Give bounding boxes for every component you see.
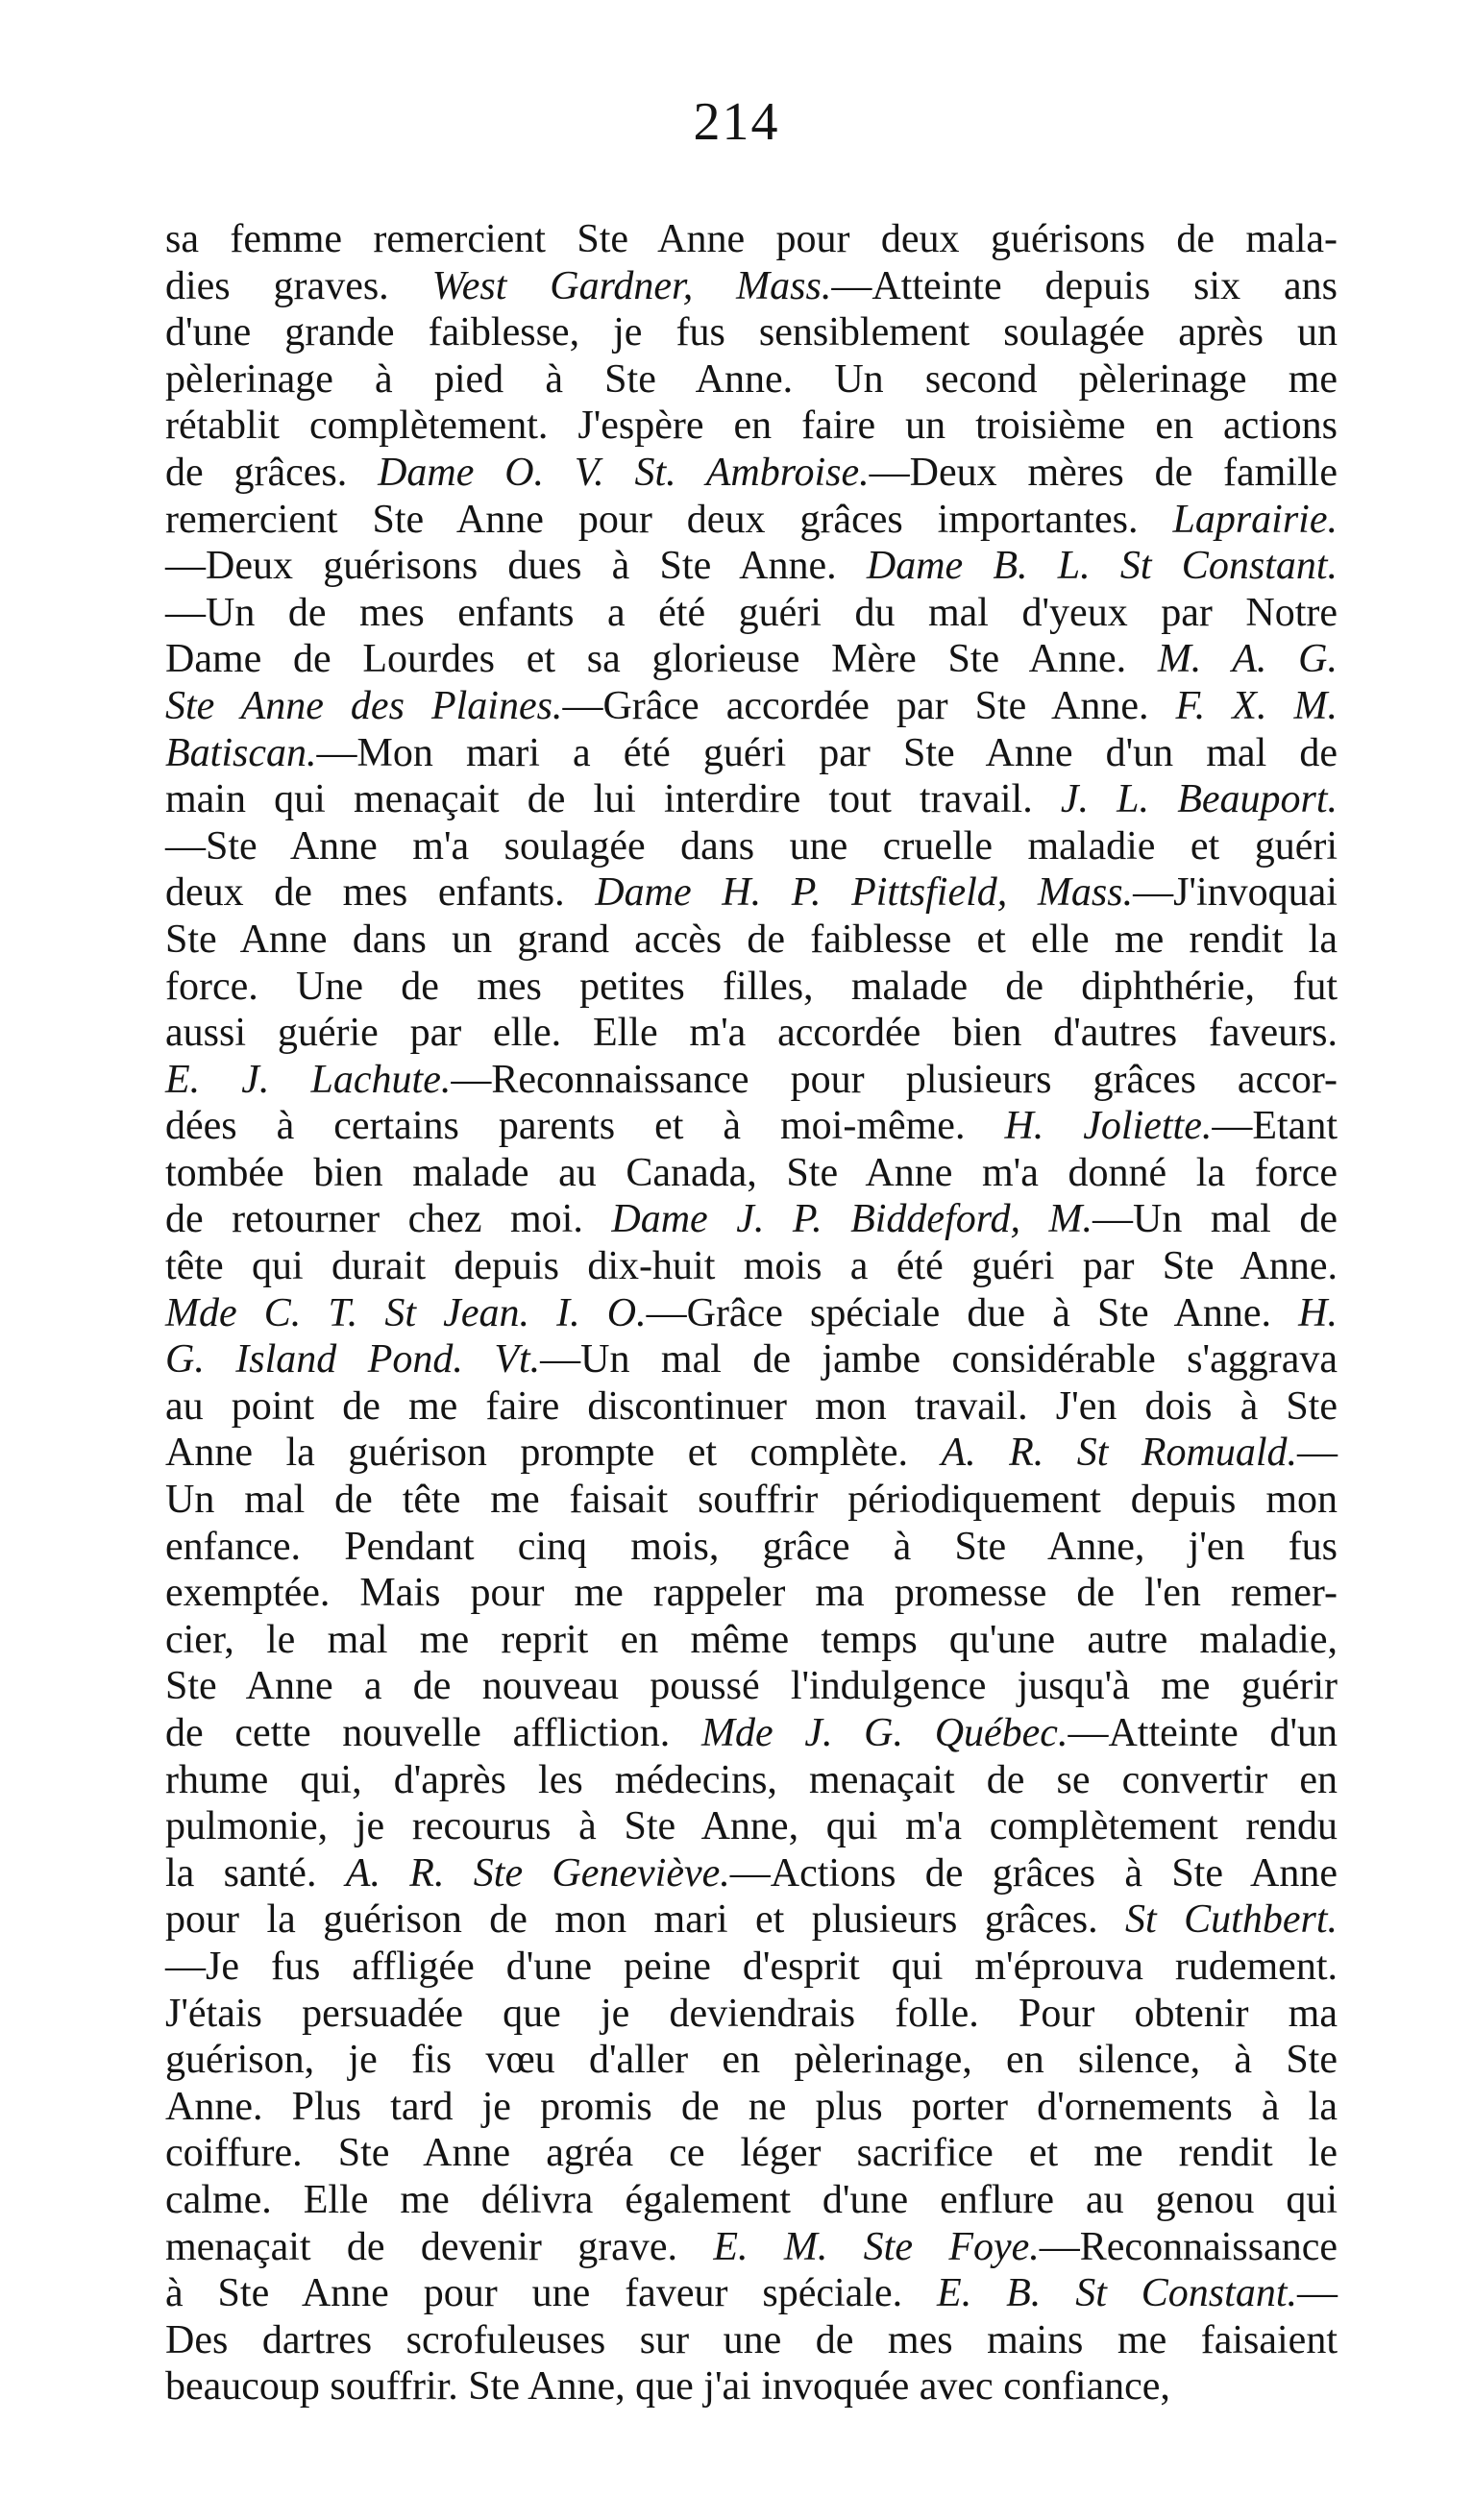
text-segment: coiffure. Ste Anne agréa ce léger sacrifice et me rendit le [165,2131,1338,2176]
text-segment: dées à certains parents et à moi-même. [165,1104,1005,1149]
text-segment: cier, le mal me reprit en même temps qu'une autre maladie, [165,1617,1338,1662]
testimony-signature: E. J. Lachute. [165,1057,452,1102]
testimony-signature: E. B. St Constant. [937,2271,1297,2316]
text-segment: —Reconnaissance [1039,2224,1338,2269]
text-line [165,1196,1338,1243]
testimony-signature: Dame J. P. Biddeford, M. [611,1197,1093,1242]
text-line [165,2317,1338,2364]
testimony-signature: Ste Anne des Plaines. [165,683,563,728]
text-line [165,1803,1338,1850]
text-line [165,543,1338,590]
text-line [165,2224,1338,2271]
text-segment: J'étais persuadée que je deviendrais folle. Pour obtenir ma [165,1991,1338,2036]
text-line [165,1336,1338,1383]
text-line [165,1710,1338,1757]
testimony-signature: Mde C. T. St Jean. I. O. [165,1290,647,1335]
text-segment: dies graves. [165,263,432,308]
text-segment: rétablit complètement. J'espère en faire un troisième en actions [165,404,1338,449]
text-line [165,1663,1338,1710]
text-line [165,2363,1338,2410]
text-segment: à Ste Anne pour une faveur spéciale. [165,2271,938,2316]
text-line [165,1757,1338,1804]
text-segment: de cette nouvelle affliction. [165,1711,701,1755]
text-segment: Ste Anne a de nouveau poussé l'indulgence jusqu'à me guérir [165,1664,1338,1709]
text-segment: —Deux guérisons dues à Ste Anne. [165,544,867,589]
testimony-signature: West Gardner, Mass. [431,263,832,308]
text-segment: —Grâce spéciale due à Ste Anne. [646,1290,1299,1335]
text-line [165,1103,1338,1150]
text-line [165,2037,1338,2084]
testimony-signature: Dame O. V. St. Ambroise. [378,450,870,495]
text-segment: —Atteinte d'un [1068,1711,1338,1755]
text-line [165,636,1338,683]
text-segment: sa femme remercient Ste Anne pour deux guérisons de mala- [165,217,1338,261]
text-segment: Anne la guérison prompte et complète. [165,1431,942,1476]
text-segment: —Un mal de jambe considérable s'aggrava [540,1337,1338,1382]
text-segment: tombée bien malade au Canada, Ste Anne m'a donné la force [165,1150,1338,1195]
text-segment: —Ste Anne m'a soulagée dans une cruelle maladie et guéri [165,823,1338,869]
testimony-signature: Dame H. P. Pittsfield, Mass. [595,870,1134,916]
text-segment: remercient Ste Anne pour deux grâces importantes. [165,497,1173,542]
text-segment: de grâces. [165,450,379,495]
text-line [165,1524,1338,1571]
text-segment: guérison, je fis vœu d'aller en pèlerinage, en silence, à Ste [165,2038,1338,2083]
testimony-signature: Dame B. L. St Constant. [866,544,1338,589]
text-segment: Anne. Plus tard je promis de ne plus porter d'ornements à la [165,2084,1338,2129]
text-segment: force. Une de mes petites filles, malade de diphthérie, fut [165,964,1338,1009]
testimony-signature: J. L. Beauport. [1060,777,1338,822]
text-segment: Un mal de tête me faisait souffrir périodiquement depuis mon [165,1478,1338,1523]
text-line [165,309,1338,356]
text-segment: menaçait de devenir grave. [165,2224,714,2269]
text-line [165,1290,1338,1337]
testimony-signature: M. A. G. [1157,637,1338,682]
text-line [165,869,1338,917]
testimony-signature: Laprairie. [1172,497,1338,542]
text-segment: beaucoup souffrir. Ste Anne, que j'ai invoquée avec confiance, [165,2364,1170,2410]
text-segment: —Etant [1212,1104,1338,1149]
text-segment: exemptée. Mais pour me rappeler ma promesse de l'en remer- [165,1571,1338,1616]
text-segment: —Deux mères de famille [869,450,1338,495]
text-line [165,1617,1338,1664]
text-segment: —Reconnaissance pour plusieurs grâces accor- [451,1057,1338,1102]
text-line [165,356,1338,404]
text-segment: d'une grande faiblesse, je fus sensiblement soulagée après un [165,310,1338,355]
text-segment: —Atteinte depuis six ans [831,263,1338,308]
testimony-signature: Batiscan. [165,730,317,775]
testimony-signature: H. [1298,1290,1338,1335]
text-line [165,683,1338,730]
text-line [165,1057,1338,1104]
testimony-signature: G. Island Pond. Vt. [165,1337,541,1382]
testimony-signature: H. Joliette. [1004,1104,1213,1149]
testimony-signature: A. R. St Romuald. [941,1431,1297,1476]
page-number: 214 [693,92,780,152]
text-line [165,730,1338,777]
text-line [165,1991,1338,2038]
testimony-signature: St Cuthbert. [1125,1897,1338,1943]
text-segment: pèlerinage à pied à Ste Anne. Un second pèlerinage me [165,356,1338,402]
text-line [165,263,1338,310]
text-segment: pour la guérison de mon mari et plusieurs grâces. [165,1897,1126,1943]
text-segment: deux de mes enfants. [165,870,596,916]
text-segment: de retourner chez moi. [165,1197,612,1242]
text-line [165,1850,1338,1897]
text-line [165,823,1338,870]
text-line [165,1477,1338,1524]
text-segment: —Un mal de [1092,1197,1338,1242]
text-segment: —Je fus affligée d'une peine d'esprit qui m'éprouva rudement. [165,1944,1338,1989]
text-segment: rhume qui, d'après les médecins, menaçait de se convertir en [165,1757,1338,1802]
text-line [165,1896,1338,1944]
text-segment: Ste Anne dans un grand accès de faiblesse et elle me rendit la [165,917,1338,962]
text-segment: — [1296,2271,1338,2316]
text-line [165,1010,1338,1057]
text-line [165,776,1338,823]
text-segment: pulmonie, je recourus à Ste Anne, qui m'a complètement rendu [165,1804,1338,1849]
text-line [165,2084,1338,2131]
text-line [165,964,1338,1011]
text-line [165,1944,1338,1991]
text-line [165,403,1338,450]
testimony-signature: F. X. M. [1175,683,1338,728]
text-line [165,450,1338,497]
text-segment: —Mon mari a été guéri par Ste Anne d'un mal de [316,730,1338,775]
text-line [165,2270,1338,2317]
text-line [165,2177,1338,2224]
text-segment: la santé. [165,1850,346,1896]
testimony-signature: E. M. Ste Foye. [713,2224,1040,2269]
text-line [165,590,1338,637]
text-segment: —J'invoquai [1133,870,1338,916]
text-segment: —Grâce accordée par Ste Anne. [562,683,1176,728]
text-segment: aussi guérie par elle. Elle m'a accordée bien d'autres faveurs. [165,1011,1338,1056]
text-segment: Des dartres scrofuleuses sur une de mes mains me faisaient [165,2317,1338,2362]
text-line [165,1150,1338,1197]
testimony-signature: Mde J. G. Québec. [701,1711,1068,1755]
body-text [165,216,1338,2410]
text-segment: Dame de Lourdes et sa glorieuse Mère Ste Anne. [165,637,1158,682]
text-segment: tête qui durait depuis dix-huit mois a été guéri par Ste Anne. [165,1244,1338,1289]
text-segment: —Un de mes enfants a été guéri du mal d'yeux par Notre [165,590,1338,635]
testimony-signature: A. R. Ste Geneviève. [345,1850,730,1896]
text-segment: enfance. Pendant cinq mois, grâce à Ste Anne, j'en fus [165,1524,1338,1569]
text-segment: au point de me faire discontinuer mon travail. J'en dois à Ste [165,1383,1338,1429]
text-line [165,216,1338,263]
text-line [165,917,1338,964]
text-segment: —Actions de grâces à Ste Anne [729,1850,1338,1896]
text-line [165,1430,1338,1477]
text-line [165,1570,1338,1617]
text-segment: — [1297,1431,1338,1476]
text-segment: main qui menaçait de lui interdire tout travail. [165,777,1061,822]
text-line [165,497,1338,544]
text-segment: calme. Elle me délivra également d'une enflure au genou qui [165,2177,1338,2222]
text-line [165,1383,1338,1431]
text-line [165,1243,1338,1290]
text-line [165,2130,1338,2177]
